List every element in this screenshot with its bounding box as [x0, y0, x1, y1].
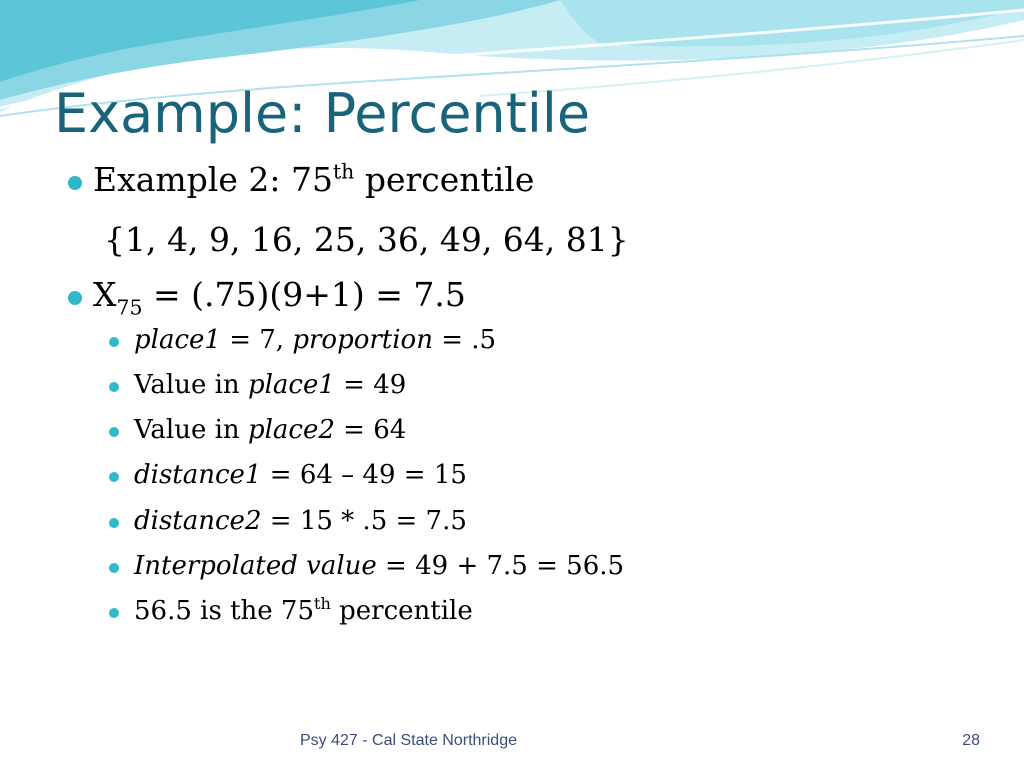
step-term: distance2	[134, 505, 262, 536]
bullet-dot-icon	[109, 563, 119, 573]
step-text: = 49 + 7.5 = 56.5	[376, 550, 625, 581]
bullet-dot-icon	[109, 518, 119, 528]
step-value-place2	[64, 415, 984, 446]
step-place	[64, 325, 984, 356]
step-interpolated	[64, 551, 984, 582]
bullet-dot-icon	[109, 608, 119, 618]
formula-expression: = (.75)(9+1) = 7.5	[142, 275, 466, 315]
bullet-dot-icon	[109, 382, 119, 392]
bullet-dot-icon	[109, 427, 119, 437]
step-conclusion	[64, 593, 984, 627]
bullet-formula	[64, 275, 984, 320]
step-term: Interpolated value	[134, 550, 377, 581]
example-label-suffix: percentile	[354, 160, 535, 199]
step-term: place1	[134, 324, 221, 355]
step-text: Value in	[134, 369, 248, 400]
bullet-dot-icon	[109, 472, 119, 482]
step-text: 56.5 is the 75	[134, 595, 315, 626]
step-term: place2	[247, 415, 335, 446]
step-term: proportion	[292, 324, 433, 355]
footer-course: Psy 427 - Cal State Northridge	[300, 732, 517, 749]
example-label: Example 2: 75	[93, 160, 333, 199]
step-text: = 64 – 49 = 15	[261, 460, 467, 491]
step-text: = 15 * .5 = 7.5	[261, 505, 467, 536]
step-text: = 49	[334, 369, 407, 400]
step-text: = .5	[432, 324, 497, 355]
example-superscript: th	[332, 159, 355, 184]
dataset: {1, 4, 9, 16, 25, 36, 49, 64, 81}	[104, 219, 629, 259]
slide-title: Example: Percentile	[54, 82, 591, 145]
step-text: percentile	[330, 595, 473, 626]
step-text: = 7,	[220, 324, 293, 355]
step-text: Value in	[134, 415, 248, 446]
page-number: 28	[962, 732, 980, 749]
step-term: place1	[247, 369, 335, 400]
bullet-dot-icon	[68, 291, 82, 305]
dataset-line	[64, 220, 984, 260]
bullet-example	[64, 160, 984, 200]
formula-subscript: 75	[116, 295, 143, 320]
step-value-place1	[64, 370, 984, 401]
step-term: distance1	[134, 460, 262, 491]
step-superscript: th	[314, 593, 331, 613]
bullet-dot-icon	[109, 337, 119, 347]
step-text: = 64	[334, 415, 407, 446]
step-distance1	[64, 460, 984, 491]
formula-variable: X	[93, 275, 117, 315]
slide-content	[64, 160, 984, 627]
bullet-dot-icon	[68, 176, 82, 190]
step-distance2	[64, 506, 984, 537]
